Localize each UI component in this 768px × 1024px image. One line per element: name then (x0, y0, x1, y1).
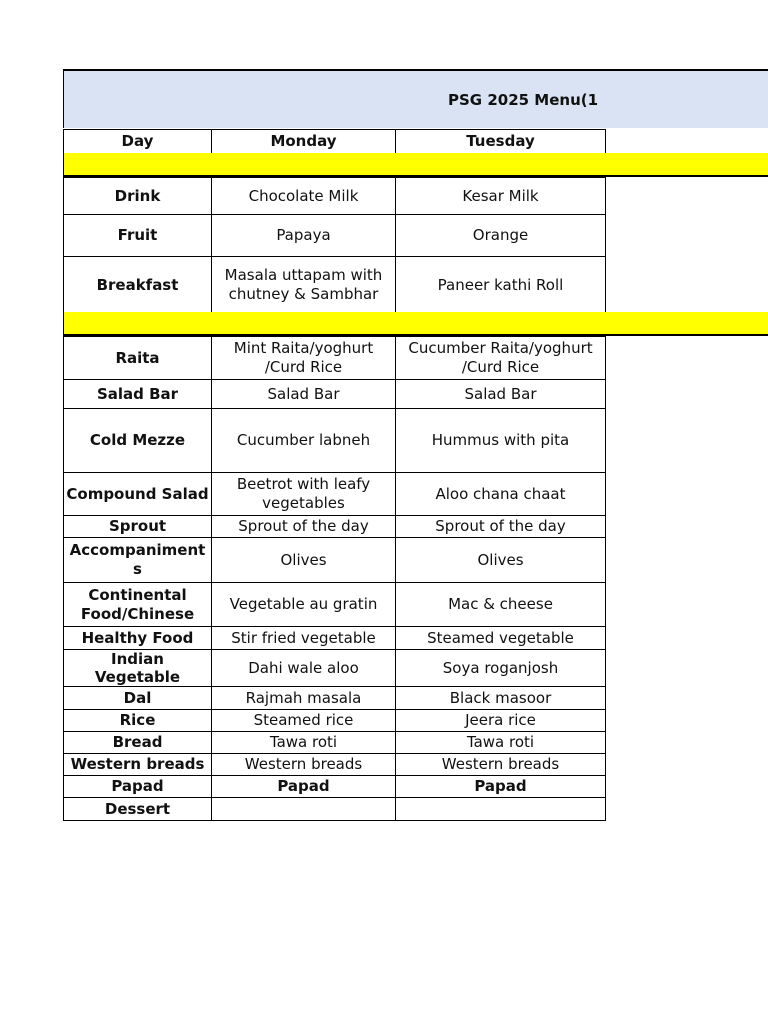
header-row (64, 130, 606, 154)
tuesday-cell: Aloo chana chaat (396, 473, 606, 516)
tuesday-cell: Salad Bar (396, 380, 606, 409)
monday-cell (212, 798, 396, 821)
header-tuesday: Tuesday (396, 130, 606, 154)
monday-cell: Masala uttapam with chutney & Sambhar (212, 257, 396, 314)
tuesday-cell: Steamed vegetable (396, 627, 606, 650)
table-row (64, 687, 606, 710)
yellow-section-band (63, 312, 768, 334)
row-label: Breakfast (64, 257, 212, 314)
table-row (64, 650, 606, 687)
row-label: Raita (64, 337, 212, 380)
section-divider (63, 334, 768, 336)
monday-cell: Papad (212, 776, 396, 798)
table-row (64, 178, 606, 215)
row-label: Papad (64, 776, 212, 798)
row-label: Rice (64, 710, 212, 732)
tuesday-cell: Soya roganjosh (396, 650, 606, 687)
tuesday-cell: Black masoor (396, 687, 606, 710)
monday-cell: Stir fried vegetable (212, 627, 396, 650)
tuesday-cell: Kesar Milk (396, 178, 606, 215)
tuesday-cell: Tawa roti (396, 732, 606, 754)
table-row (64, 627, 606, 650)
monday-cell: Steamed rice (212, 710, 396, 732)
tuesday-cell: Jeera rice (396, 710, 606, 732)
monday-cell: Vegetable au gratin (212, 583, 396, 627)
section-divider (63, 175, 768, 177)
header-day: Day (64, 130, 212, 154)
table-row (64, 754, 606, 776)
monday-cell: Tawa roti (212, 732, 396, 754)
monday-cell: Dahi wale aloo (212, 650, 396, 687)
row-label: Healthy Food (64, 627, 212, 650)
table-row (64, 337, 606, 380)
monday-cell: Olives (212, 538, 396, 583)
row-label: Cold Mezze (64, 409, 212, 473)
monday-cell: Mint Raita/yoghurt /Curd Rice (212, 337, 396, 380)
row-label: Accompaniments (64, 538, 212, 583)
yellow-section-band (63, 153, 768, 175)
tuesday-cell: Hummus with pita (396, 409, 606, 473)
row-label: Indian Vegetable (64, 650, 212, 687)
tuesday-cell (396, 798, 606, 821)
row-label: Dal (64, 687, 212, 710)
tuesday-cell: Western breads (396, 754, 606, 776)
table-row (64, 583, 606, 627)
monday-cell: Western breads (212, 754, 396, 776)
row-label: Continental Food/Chinese (64, 583, 212, 627)
table-row (64, 710, 606, 732)
row-label: Salad Bar (64, 380, 212, 409)
page-title: PSG 2025 Menu(1 (448, 91, 599, 109)
row-label: Drink (64, 178, 212, 215)
table-row (64, 215, 606, 257)
menu-table (63, 129, 606, 821)
table-row (64, 732, 606, 754)
table-row (64, 516, 606, 538)
monday-cell: Salad Bar (212, 380, 396, 409)
table-row (64, 409, 606, 473)
monday-cell: Cucumber labneh (212, 409, 396, 473)
monday-cell: Sprout of the day (212, 516, 396, 538)
table-row (64, 798, 606, 821)
tuesday-cell: Orange (396, 215, 606, 257)
tuesday-cell: Olives (396, 538, 606, 583)
tuesday-cell: Cucumber Raita/yoghurt /Curd Rice (396, 337, 606, 380)
table-row (64, 257, 606, 314)
monday-cell: Beetrot with leafy vegetables (212, 473, 396, 516)
tuesday-cell: Mac & cheese (396, 583, 606, 627)
table-row (64, 538, 606, 583)
monday-cell: Rajmah masala (212, 687, 396, 710)
row-label: Western breads (64, 754, 212, 776)
row-label: Fruit (64, 215, 212, 257)
table-row (64, 380, 606, 409)
tuesday-cell: Papad (396, 776, 606, 798)
tuesday-cell: Sprout of the day (396, 516, 606, 538)
monday-cell: Chocolate Milk (212, 178, 396, 215)
title-banner (63, 69, 768, 128)
row-label: Bread (64, 732, 212, 754)
table-row (64, 473, 606, 516)
row-label: Sprout (64, 516, 212, 538)
monday-cell: Papaya (212, 215, 396, 257)
row-label: Compound Salad (64, 473, 212, 516)
table-row (64, 776, 606, 798)
header-monday: Monday (212, 130, 396, 154)
row-label: Dessert (64, 798, 212, 821)
tuesday-cell: Paneer kathi Roll (396, 257, 606, 314)
